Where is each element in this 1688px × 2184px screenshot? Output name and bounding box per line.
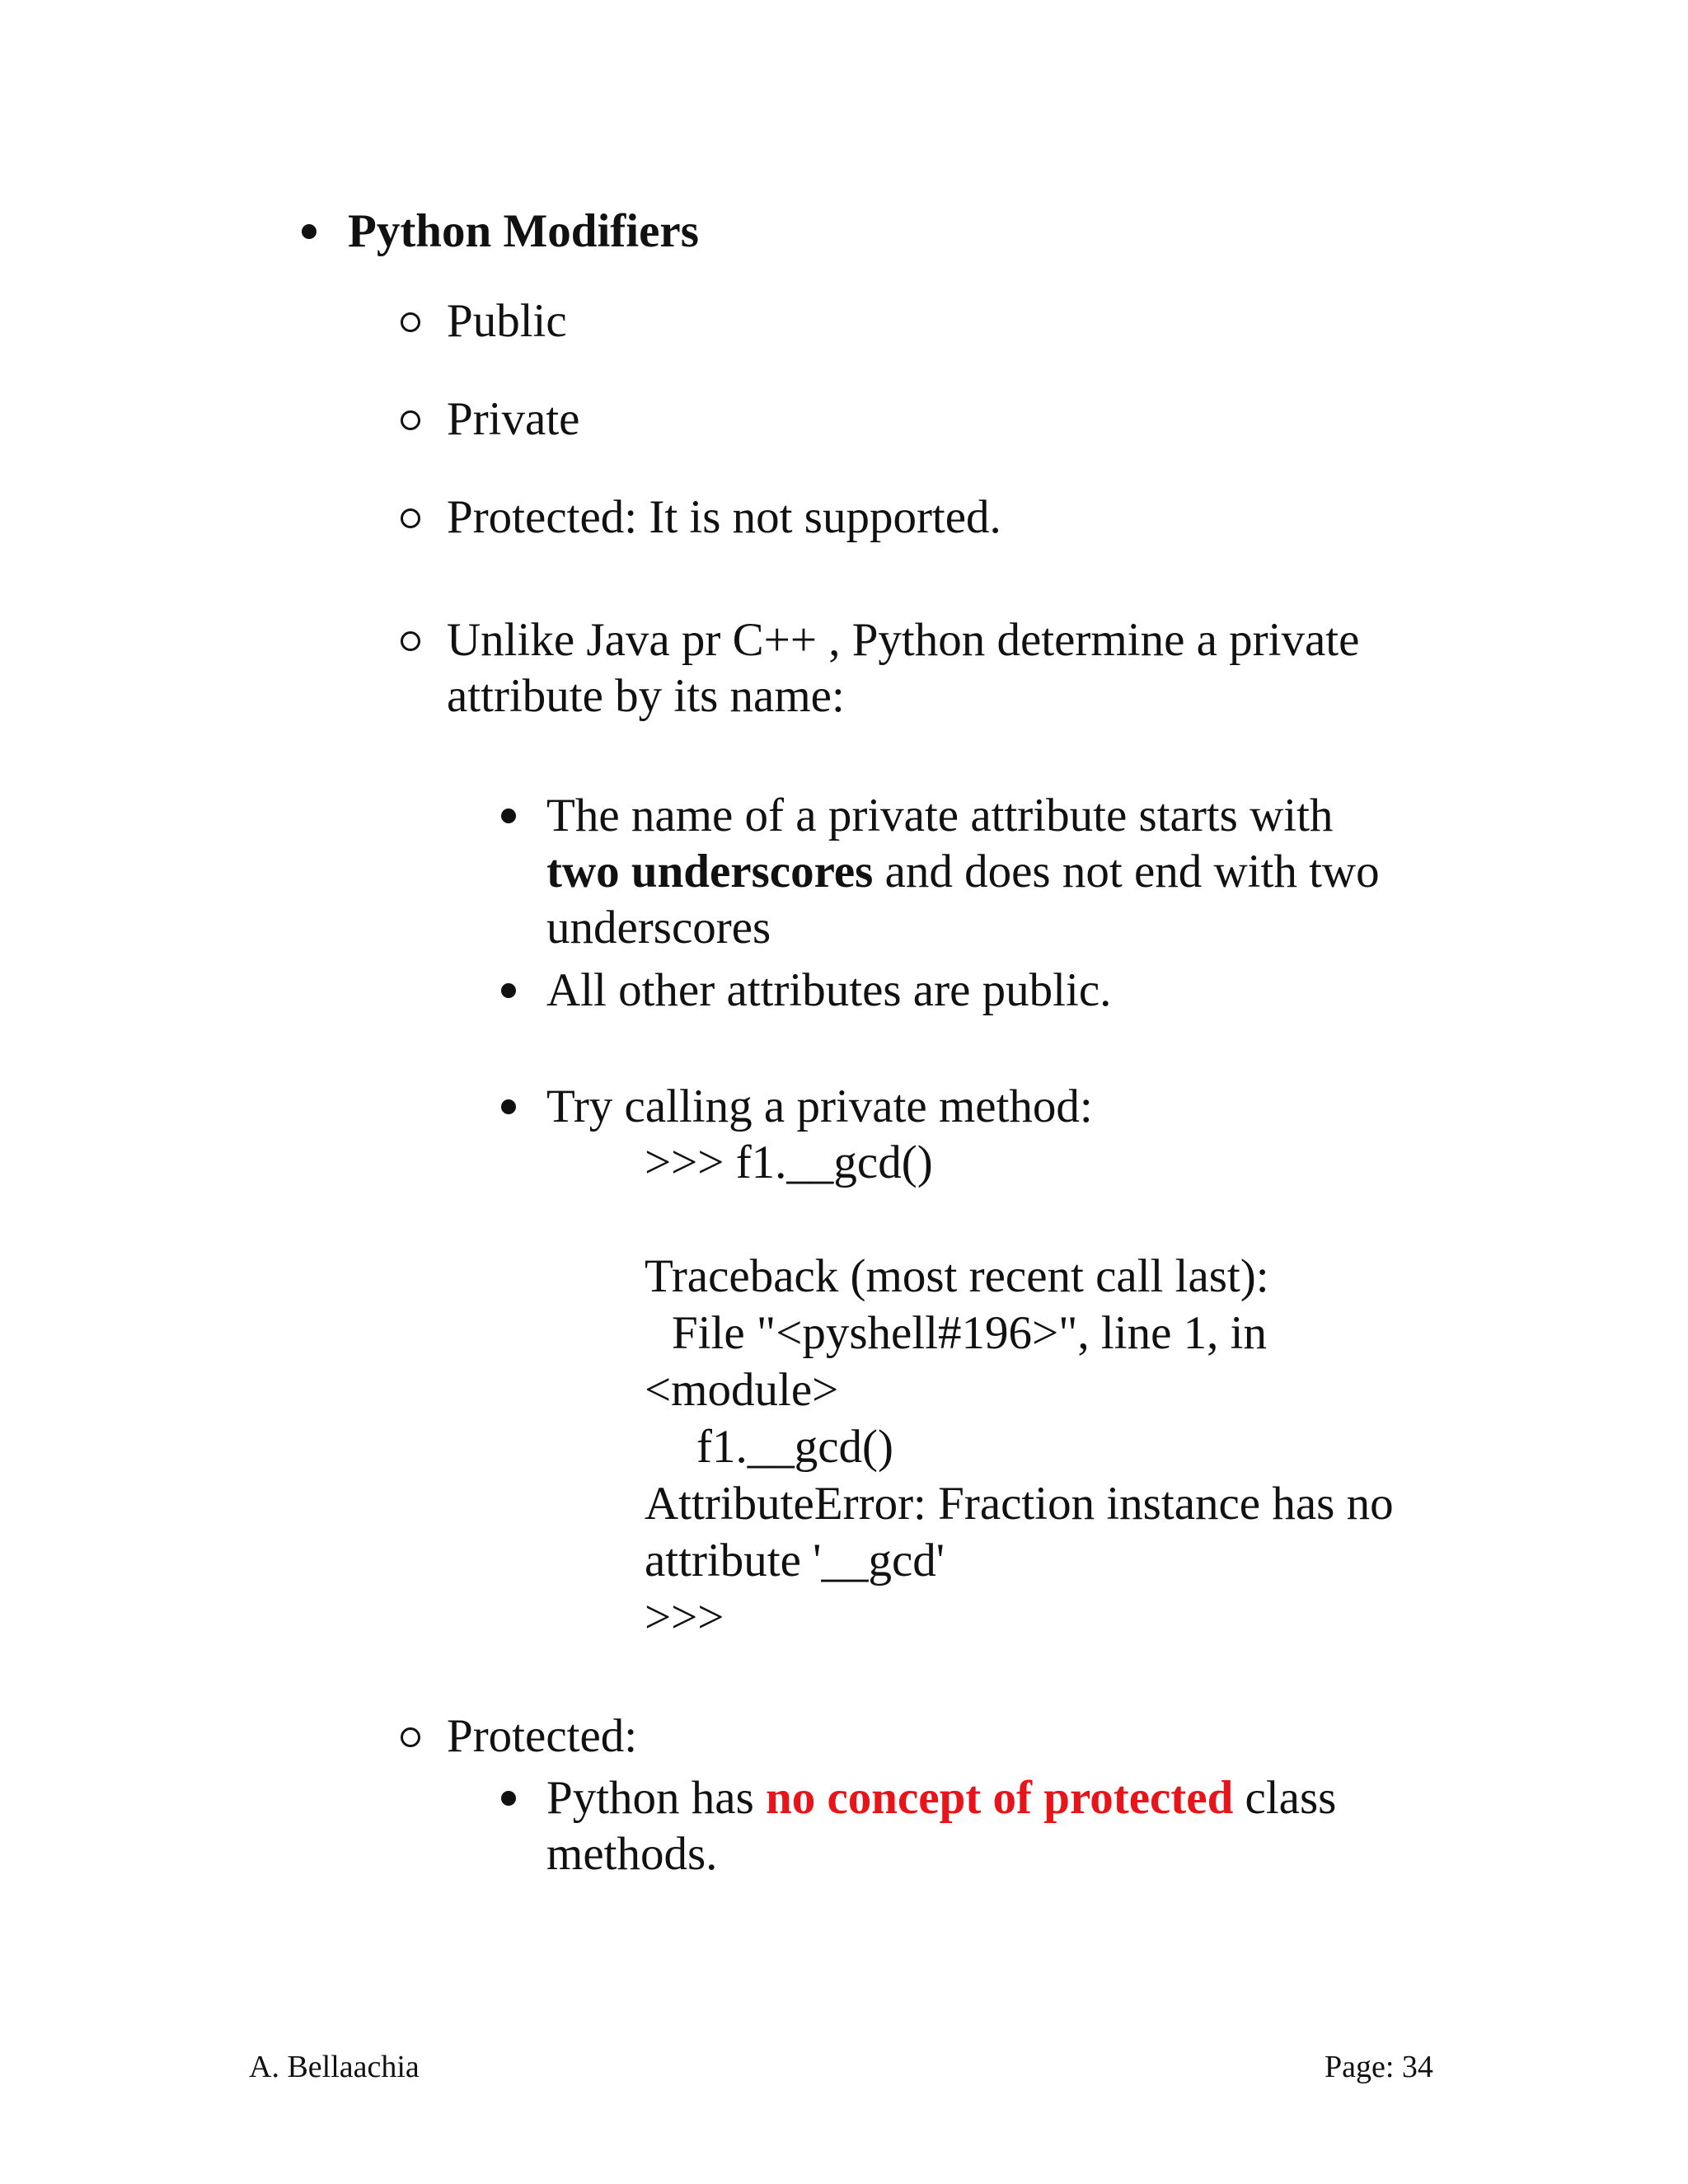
code-error-1: AttributeError: Fraction instance has no xyxy=(645,1478,1394,1530)
rule1-bullet xyxy=(501,808,516,823)
public-bullet xyxy=(401,312,420,332)
private-bullet xyxy=(401,410,420,430)
code-prompt-call: >>> f1.__gcd() xyxy=(645,1137,933,1188)
protected-label: Protected: xyxy=(447,1710,638,1762)
code-prompt-end: >>> xyxy=(645,1591,724,1643)
try-call-bullet xyxy=(501,1099,516,1114)
rule2-bullet xyxy=(501,983,516,998)
unlike-line-1: Unlike Java pr C++ , Python determine a private xyxy=(447,614,1360,666)
protected-note-bullet xyxy=(401,509,420,528)
rule2-text: All other attributes are public. xyxy=(546,964,1112,1016)
unlike-line-2: attribute by its name: xyxy=(447,670,845,722)
protected-highlight: no concept of protected xyxy=(766,1772,1234,1824)
heading-bullet xyxy=(302,224,316,239)
rule1-line-3: underscores xyxy=(546,902,771,954)
modifier-protected-note: Protected: It is not supported. xyxy=(447,491,1001,543)
rule1-line-2-rest: and does not end with two xyxy=(873,846,1380,898)
rule1-line-1: The name of a private attribute starts with xyxy=(546,790,1334,841)
modifier-public: Public xyxy=(447,295,567,347)
protected-bullet xyxy=(401,1727,420,1747)
code-file-line: File "<pyshell#196>", line 1, in xyxy=(672,1307,1267,1359)
footer-author: A. Bellaachia xyxy=(249,2050,420,2084)
protected-pre: Python has xyxy=(546,1772,767,1824)
protected-rule-line-2: methods. xyxy=(546,1828,718,1880)
protected-rule-line-1 xyxy=(546,1770,1336,1826)
modifier-private: Private xyxy=(447,393,580,445)
protected-rule-bullet xyxy=(501,1791,516,1806)
code-traceback: Traceback (most recent call last): xyxy=(645,1250,1269,1302)
code-error-2: attribute '__gcd' xyxy=(645,1535,945,1586)
footer-page-number: Page: 34 xyxy=(1325,2050,1433,2084)
protected-post: class xyxy=(1233,1772,1337,1824)
code-module: <module> xyxy=(645,1364,839,1416)
rule1-bold-text: two underscores xyxy=(546,846,874,898)
try-call-text: Try calling a private method: xyxy=(546,1080,1093,1132)
unlike-bullet xyxy=(401,631,420,651)
code-call: f1.__gcd() xyxy=(696,1421,893,1473)
rule1-line-2 xyxy=(546,844,1380,900)
section-heading: Python Modifiers xyxy=(348,205,699,257)
